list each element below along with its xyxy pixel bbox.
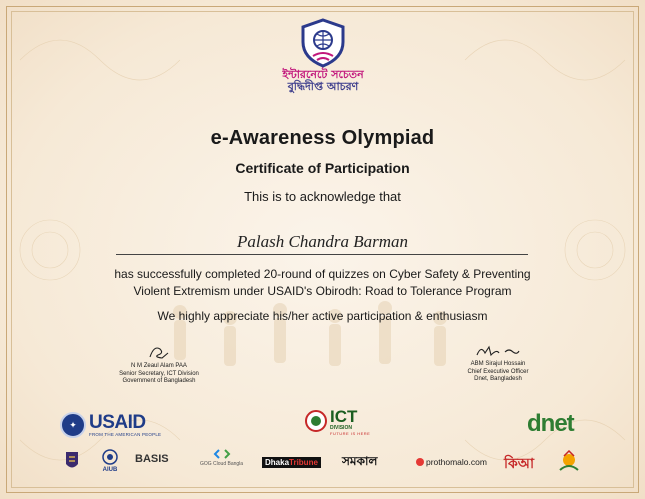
campaign-logo <box>277 18 369 92</box>
campaign-slogan-line1: ইন্টারনেটে সচেতন <box>282 68 364 81</box>
signature-mark-left <box>146 343 172 361</box>
usaid-logo <box>60 412 161 438</box>
bangladesh-emblem-icon <box>304 409 328 435</box>
dhaka-tribune-logo <box>262 457 321 468</box>
gcb-logo <box>200 449 243 467</box>
tribune-word: Tribune <box>289 458 318 467</box>
aiub-emblem-icon <box>102 449 118 465</box>
signatory-title: Chief Executive Officer <box>467 368 529 375</box>
signatory-org: Dnet, Bangladesh <box>474 376 522 382</box>
basis-logo: BASIS <box>135 453 169 465</box>
prothomalo-logo <box>416 457 487 467</box>
prothomalo-wordmark: prothomalo.com <box>426 457 487 467</box>
dhaka-word: Dhaka <box>265 458 290 467</box>
partner-logos-primary <box>0 409 645 443</box>
shield-wifi-icon <box>299 18 347 68</box>
appreciation-text: We highly appreciate his/her active participation & enthusiasm <box>157 309 488 323</box>
certificate-title: e-Awareness Olympiad <box>210 127 435 149</box>
campaign-slogan-line2: বুদ্ধিদীপ্ত আচরণ <box>287 79 359 93</box>
university-crest-icon <box>64 450 80 472</box>
signatory-name: N M Zeaul Alam PAA <box>131 363 187 369</box>
certificate-subtitle: Certificate of Participation <box>235 160 410 176</box>
partner-logos-secondary <box>0 448 645 478</box>
colorful-badge-icon <box>556 450 582 474</box>
statement-line2: Violent Extremism under USAID's Obirodh: Road to Tolerance Program <box>133 284 512 298</box>
usaid-tagline: FROM THE AMERICAN PEOPLE <box>89 431 162 437</box>
participation-statement <box>0 266 645 300</box>
usaid-seal-icon: ✦ <box>60 412 86 438</box>
ict-wordmark: ICT <box>330 407 358 426</box>
signature-block-left <box>84 343 234 386</box>
samakal-logo: সমকাল <box>342 454 378 468</box>
gcb-wordmark: GOG Cloud Bangla <box>200 461 244 467</box>
ict-division-label: DIVISION <box>330 425 352 431</box>
signatory-title: Senior Secretary, ICT Division <box>119 370 199 377</box>
kia-logo: কিআ <box>504 456 535 472</box>
name-underline <box>116 254 528 255</box>
dnet-logo: dnet <box>527 410 574 437</box>
ict-tagline: FUTURE IS HERE <box>330 431 371 436</box>
statement-line1: has successfully completed 20-round of quizzes on Cyber Safety & Preventing <box>114 267 531 281</box>
usaid-wordmark: USAID <box>89 411 146 433</box>
acknowledge-text: This is to acknowledge that <box>244 189 401 204</box>
cloud-chevrons-icon <box>213 449 231 459</box>
aiub-logo <box>102 449 118 473</box>
aiub-wordmark: AIUB <box>102 467 118 473</box>
signatory-org: Government of Bangladesh <box>122 378 196 384</box>
ict-division-logo <box>304 409 370 436</box>
recipient-name: Palash Chandra Barman <box>237 232 408 251</box>
signature-block-right <box>423 343 573 384</box>
prothomalo-dot-icon <box>416 458 424 466</box>
signatory-name: ABM Sirajul Hossain <box>470 361 526 367</box>
signature-mark-right <box>473 343 523 359</box>
